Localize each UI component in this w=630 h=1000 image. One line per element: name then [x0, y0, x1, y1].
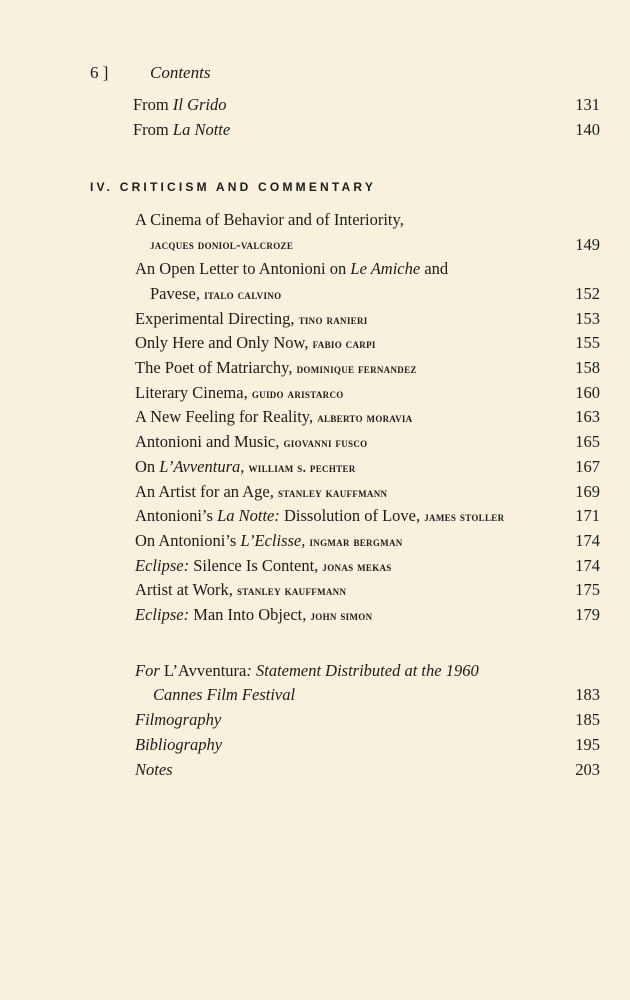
- entry-author: ingmar bergman: [309, 534, 403, 549]
- toc-entry: [0, 120, 630, 145]
- entry-author: stanley kauffmann: [236, 583, 347, 598]
- entry-author: guido aristarco: [251, 386, 344, 401]
- entry-title: The Poet of Matriarchy,: [135, 358, 297, 377]
- page-ref: 163: [575, 407, 600, 426]
- entry-title-part: For: [135, 661, 160, 680]
- toc-entry: [0, 506, 630, 531]
- page-ref: 174: [575, 531, 600, 550]
- film-title: L’Avventura: [159, 661, 247, 680]
- entry-title-part: On Antonioni’s: [135, 531, 241, 550]
- toc-entry: [0, 580, 630, 605]
- entry-author: tino ranieri: [298, 312, 368, 327]
- toc-entry: [0, 661, 630, 686]
- film-title: Eclipse:: [135, 556, 190, 575]
- entry-author: fabio carpi: [312, 336, 376, 351]
- entry-title: Antonioni and Music,: [135, 432, 284, 451]
- page-ref: 140: [575, 120, 600, 139]
- toc-entry: [0, 457, 630, 482]
- entry-title: Only Here and Only Now,: [135, 333, 313, 352]
- entry-title: A New Feeling for Reality,: [135, 407, 318, 426]
- entry-title-part: On: [135, 457, 160, 476]
- entry-title-part: Silence Is Content,: [189, 556, 323, 575]
- film-title: Il Grido: [172, 95, 227, 114]
- toc-entry: [0, 210, 630, 235]
- entry-title-part: An Open Letter to Antonioni on: [135, 259, 351, 278]
- page-ref: 174: [575, 556, 600, 575]
- entry-title: Literary Cinema,: [135, 383, 252, 402]
- entry-title: Experimental Directing,: [135, 309, 299, 328]
- page-ref: 169: [575, 482, 600, 501]
- running-title: Contents: [150, 63, 211, 82]
- toc-entry: [0, 95, 630, 120]
- page-ref: 195: [575, 735, 600, 754]
- entry-title-part: Cannes Film Festival: [153, 685, 296, 704]
- toc-entry-continuation: [0, 685, 630, 710]
- page-ref: 153: [575, 309, 600, 328]
- page-ref: 131: [575, 95, 600, 114]
- page-ref: 167: [575, 457, 600, 476]
- toc-entry: [0, 407, 630, 432]
- toc-entry: [0, 383, 630, 408]
- entry-author: jonas mekas: [322, 559, 392, 574]
- page-ref: 175: [575, 580, 600, 599]
- entry-title: Artist at Work,: [135, 580, 237, 599]
- entry-title-part: : Statement Distributed at the 1960: [246, 661, 479, 680]
- entry-title: A Cinema of Behavior and of Interiority,: [135, 210, 404, 229]
- entry-title: Notes: [135, 760, 173, 779]
- toc-entry: [0, 333, 630, 358]
- entry-author: giovanni fusco: [283, 435, 368, 450]
- section-heading: IV. CRITICISM AND COMMENTARY: [90, 180, 377, 194]
- entry-author: james stoller: [424, 509, 505, 524]
- entry-author: william s. pechter: [248, 460, 356, 475]
- toc-entry: [0, 710, 630, 735]
- toc-entry: [0, 531, 630, 556]
- entry-title-part: Antonioni’s: [135, 506, 218, 525]
- page-ref: 158: [575, 358, 600, 377]
- entry-author: italo calvino: [204, 287, 282, 302]
- toc-entry: [0, 735, 630, 760]
- entry-author: dominique fernandez: [296, 361, 417, 376]
- film-title: La Notte: [172, 120, 231, 139]
- film-title: L’Avventura,: [159, 457, 245, 476]
- toc-entry: [0, 358, 630, 383]
- entry-prefix: From: [133, 120, 173, 139]
- film-title: Le Amiche: [350, 259, 421, 278]
- toc-entry: [0, 309, 630, 334]
- toc-entry: [0, 432, 630, 457]
- page-ref: 185: [575, 710, 600, 729]
- film-title: L’Eclisse,: [240, 531, 306, 550]
- toc-entry: [0, 760, 630, 785]
- toc-entry: [0, 482, 630, 507]
- film-title: La Notte:: [217, 506, 280, 525]
- page-ref: 203: [575, 760, 600, 779]
- entry-author: stanley kauffmann: [277, 485, 388, 500]
- entry-title: An Artist for an Age,: [135, 482, 278, 501]
- toc-entry-continuation: [0, 284, 630, 309]
- page-ref: 165: [575, 432, 600, 451]
- entry-author: jacques doniol-valcroze: [150, 237, 294, 252]
- entry-title: Bibliography: [135, 735, 223, 754]
- toc-entry-continuation: [0, 235, 630, 260]
- page-ref: 149: [575, 235, 600, 254]
- page-ref: 160: [575, 383, 600, 402]
- page-ref: 179: [575, 605, 600, 624]
- page-ref: 183: [575, 685, 600, 704]
- entry-title-part: Man Into Object,: [189, 605, 311, 624]
- page-ref: 152: [575, 284, 600, 303]
- page-ref: 171: [575, 506, 600, 525]
- entry-author: john simon: [310, 608, 373, 623]
- entry-title: Filmography: [135, 710, 222, 729]
- entry-prefix: From: [133, 95, 173, 114]
- toc-entry: [0, 259, 630, 284]
- film-title: Eclipse:: [135, 605, 190, 624]
- toc-entry: [0, 605, 630, 630]
- page-number: 6 ]: [90, 63, 109, 82]
- entry-title-part: and: [420, 259, 449, 278]
- entry-title-part: Pavese,: [150, 284, 205, 303]
- entry-title-part: Dissolution of Love,: [279, 506, 425, 525]
- entry-author: alberto moravia: [317, 410, 413, 425]
- page-ref: 155: [575, 333, 600, 352]
- toc-entry: [0, 556, 630, 581]
